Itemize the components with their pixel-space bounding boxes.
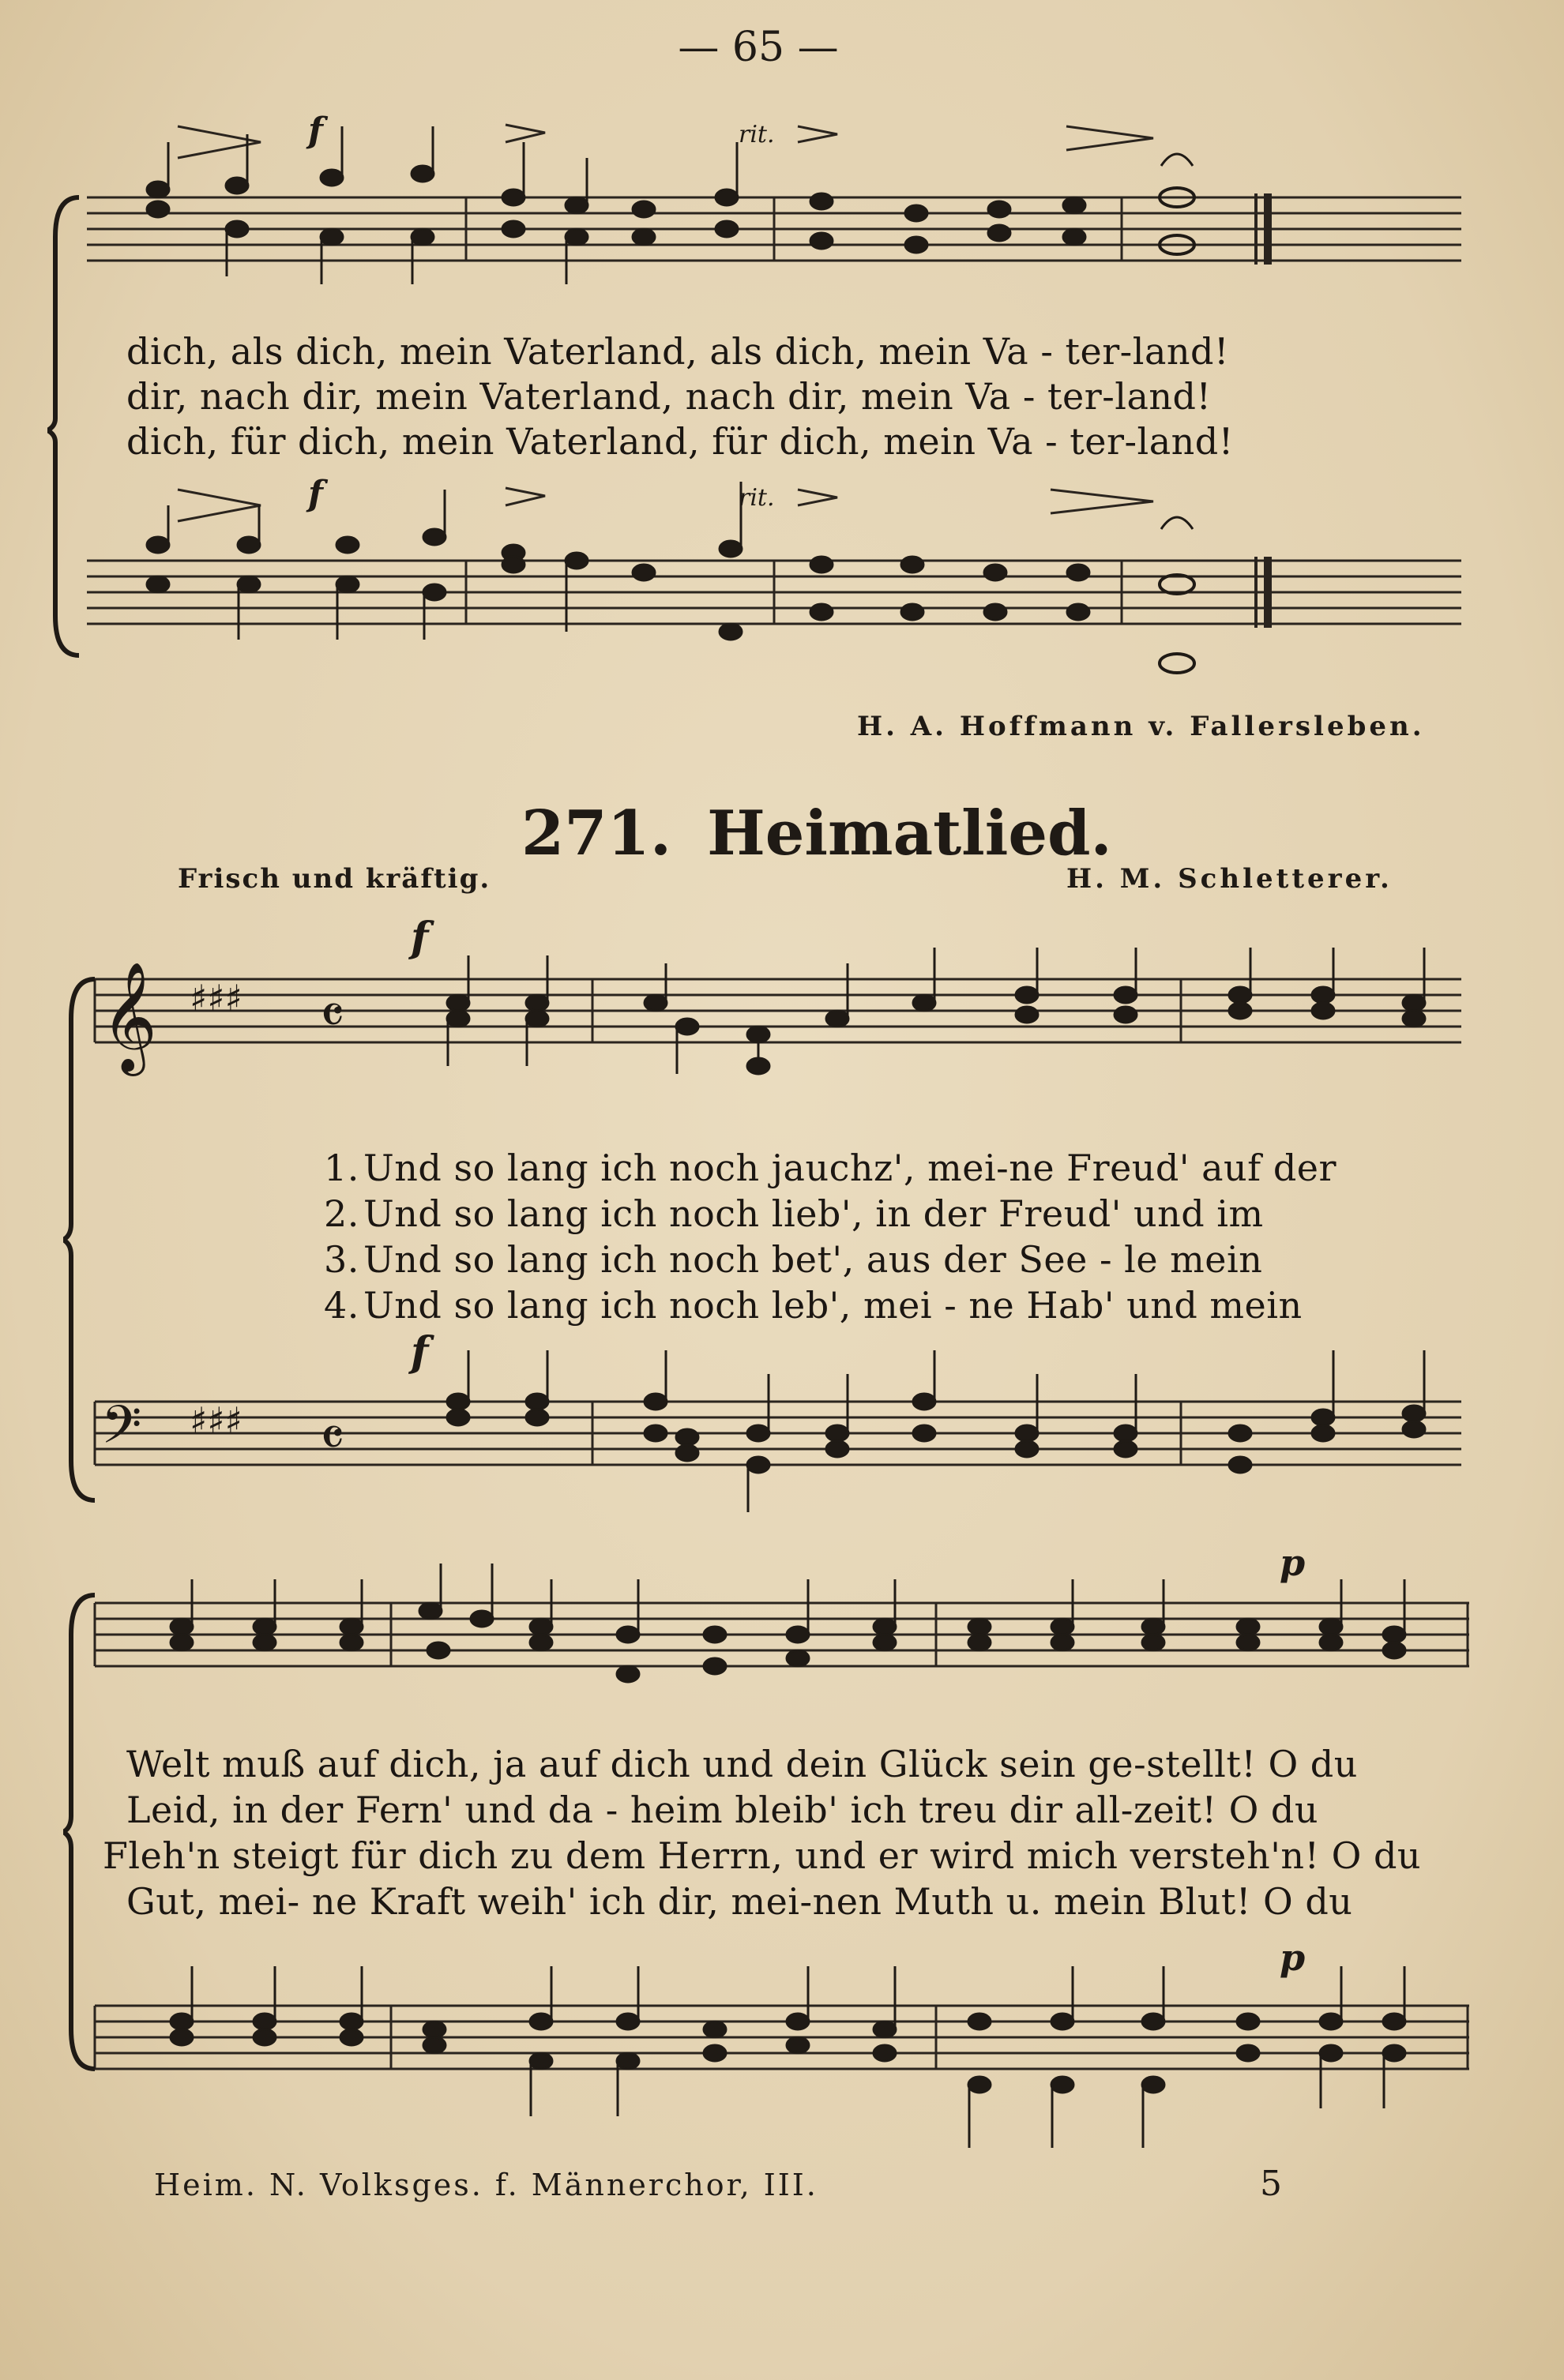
verse-number-1: 1. <box>324 1147 359 1189</box>
s2-lyric-4: Gut, mei- ne Kraft weih' ich dir, mei-nen Muth u. mein Blut! O du <box>126 1880 1353 1923</box>
verse-number-2: 2. <box>324 1192 359 1235</box>
system1-bass-staff <box>0 1335 1564 1524</box>
system1-treble-staff <box>0 916 1564 1106</box>
prev-lyric-line-1: dich, als dich, mein Vaterland, als dich, mein Va - ter-land! <box>126 330 1229 373</box>
s1-lyric-3: Und so lang ich noch bet', aus der See - le mein <box>363 1238 1263 1281</box>
footer-source: Heim. N. Volksges. f. Männerchor, III. <box>154 2168 818 2202</box>
s2-lyric-3: Fleh'n steigt für dich zu dem Herrn, und er wird mich versteh'n! O du <box>103 1834 1422 1877</box>
tempo-marking: Frisch und kräftig. <box>178 863 491 895</box>
system2-treble-staff <box>0 1556 1564 1737</box>
prev-song-upper-staff <box>0 111 1564 347</box>
s1-lyric-1: Und so lang ich noch jauchz', mei-ne Freud' auf der <box>363 1147 1337 1189</box>
s1-lyric-2: Und so lang ich noch lieb', in der Freud' und im <box>363 1192 1264 1235</box>
prev-rit-mark: rit. <box>739 121 775 148</box>
footer-sheet-number: 5 <box>1260 2164 1284 2204</box>
system2-brace <box>63 1587 103 2077</box>
svg-text:𝄴: 𝄴 <box>320 983 345 1048</box>
s1-verse-4 <box>324 1284 1303 1327</box>
prev-dynamic-f: f <box>308 111 323 151</box>
song-title-block <box>521 798 1112 869</box>
prev-lyric-line-3: dich, für dich, mein Vaterland, für dich, mein Va - ter-land! <box>126 420 1234 463</box>
prev-dynamic-f-lower: f <box>308 474 323 514</box>
s1-verse-1 <box>324 1147 1337 1189</box>
svg-text:𝄞: 𝄞 <box>101 962 157 1072</box>
svg-text:𝄢: 𝄢 <box>101 1395 142 1468</box>
s2-lyric-1: Welt muß auf dich, ja auf dich und dein Glück sein ge-stellt! O du <box>126 1743 1358 1785</box>
prev-system-brace <box>47 190 95 663</box>
prev-song-author: H. A. Hoffmann v. Fallersleben. <box>857 711 1425 742</box>
svg-text:♯♯♯: ♯♯♯ <box>190 977 242 1019</box>
system1-brace <box>63 971 103 1508</box>
system2-bass-staff <box>0 1943 1564 2179</box>
song-composer: H. M. Schletterer. <box>1066 863 1393 895</box>
prev-lyric-line-2: dir, nach dir, mein Vaterland, nach dir, mein Va - ter-land! <box>126 375 1212 418</box>
song-title: Heimatlied. <box>707 798 1112 869</box>
svg-text:♯♯♯: ♯♯♯ <box>190 1399 242 1442</box>
s1-verse-3 <box>324 1238 1262 1281</box>
page-number: — 65 — <box>678 24 839 71</box>
verse-number-4: 4. <box>324 1284 359 1327</box>
system1-dynamic-f: f <box>411 916 429 962</box>
verse-number-3: 3. <box>324 1238 359 1281</box>
prev-song-lower-staff <box>0 474 1564 695</box>
system2-bass-dynamic-p: p <box>1280 1943 1306 1979</box>
svg-text:𝄴: 𝄴 <box>320 1406 345 1470</box>
s1-verse-2 <box>324 1192 1264 1235</box>
s1-lyric-4: Und so lang ich noch leb', mei - ne Hab' und mein <box>363 1284 1303 1327</box>
s2-lyric-2: Leid, in der Fern' und da - heim bleib' ich treu dir all-zeit! O du <box>126 1789 1319 1831</box>
system1-bass-dynamic-f: f <box>411 1335 429 1376</box>
system2-dynamic-p: p <box>1280 1556 1306 1584</box>
song-number: 271. <box>521 798 671 869</box>
prev-rit-mark-lower: rit. <box>739 484 775 512</box>
